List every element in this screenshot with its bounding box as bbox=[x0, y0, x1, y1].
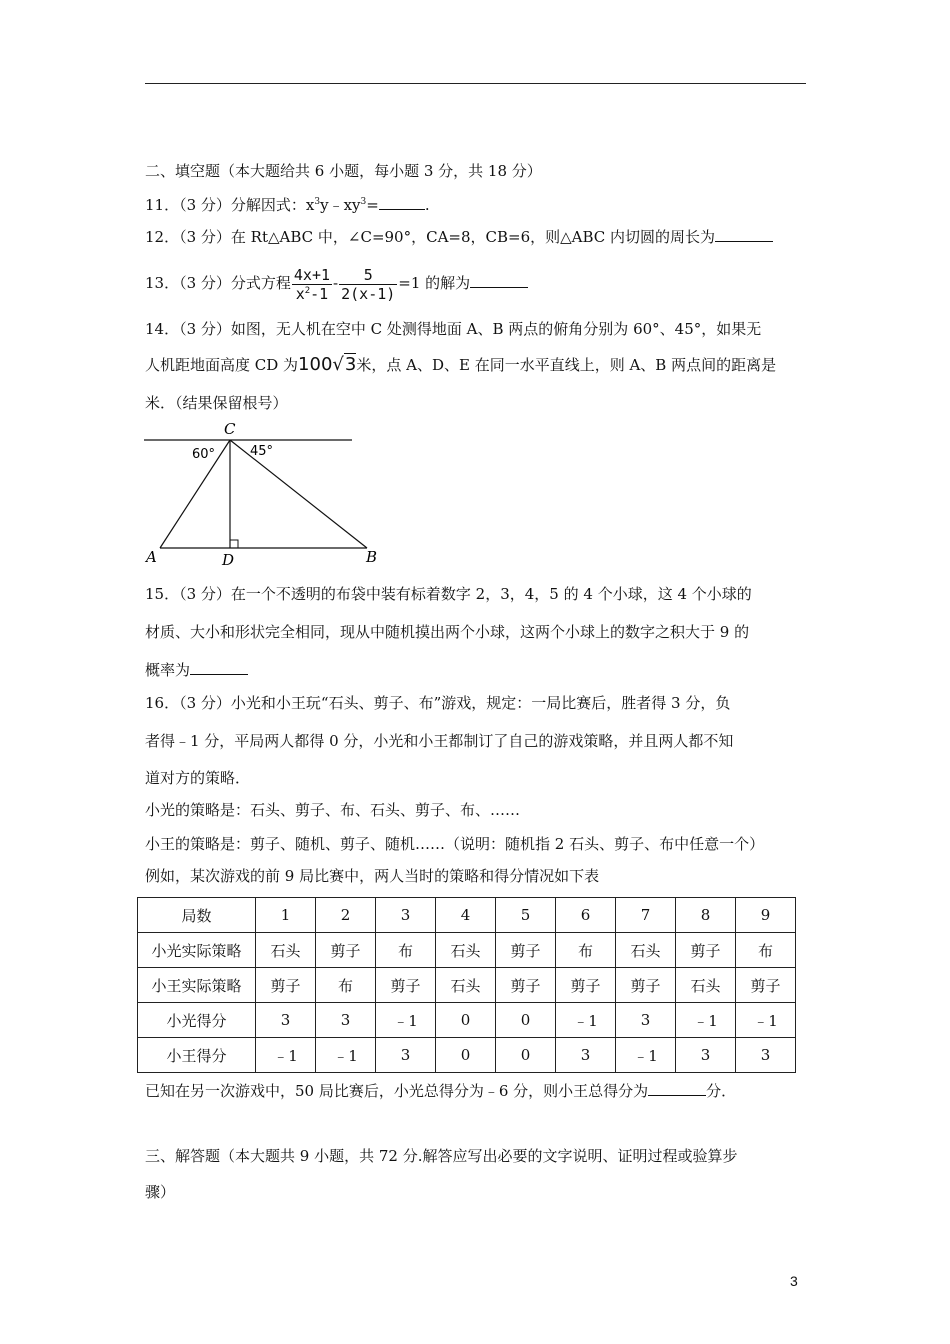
angle-60: 60° bbox=[192, 447, 216, 462]
game-score-table bbox=[137, 897, 796, 1073]
drone-triangle-figure bbox=[140, 418, 390, 570]
question-15-line3: 概率为 bbox=[145, 660, 248, 680]
question-14-line1: 14．（3 分）如图，无人机在空中 C 处测得地面 A、B 两点的俯角分别为 60°、45°，如果无 bbox=[145, 320, 762, 338]
table-row: 小光得分 3 3 ﹣1 0 0 ﹣1 3 ﹣1 ﹣1 bbox=[138, 1003, 796, 1038]
question-16-line3: 道对方的策略． bbox=[145, 769, 251, 787]
section3-heading-line2: 骤） bbox=[145, 1183, 176, 1201]
fraction-1: $\frac{4x+1}{x^2-1}$ bbox=[293, 265, 331, 303]
label-C: C bbox=[224, 420, 236, 438]
header-rule bbox=[145, 83, 806, 84]
question-16-line1: 16．（3 分）小光和小王玩“石头、剪子、布”游戏，规定：一局比赛后，胜者得 3 分，负 bbox=[145, 694, 731, 712]
answer-blank bbox=[648, 1081, 706, 1096]
table-row: 小王得分 ﹣1 ﹣1 3 0 0 3 ﹣1 3 3 bbox=[138, 1038, 796, 1073]
sqrt-expression: 100√3 bbox=[298, 354, 357, 375]
fraction-2: $\frac{5}{2(x-1)}$ bbox=[341, 265, 396, 303]
label-A: A bbox=[146, 548, 157, 566]
question-13: 13．（3 分）分式方程 $\frac{4x+1}{x^2-1}$ - $\frac{5}{2(x-1)}$ =1 的解为 bbox=[145, 262, 528, 304]
question-11: 11．（3 分）分解因式：$x^3y﹣xy^3=$ . bbox=[145, 196, 430, 214]
table-row: 小王实际策略 剪子 布 剪子 石头 剪子 剪子 剪子 石头 剪子 bbox=[138, 968, 796, 1003]
answer-blank bbox=[470, 273, 528, 288]
section2-heading: 二、填空题（本大题给共 6 小题，每小题 3 分，共 18 分） bbox=[145, 162, 542, 180]
question-12: 12．（3 分）在 Rt△ABC 中，∠C=90°，CA=8，CB=6，则△ABC 内切圆的周长为 bbox=[145, 227, 773, 247]
question-16-after: 已知在另一次游戏中，50 局比赛后，小光总得分为﹣6 分，则小王总得分为 分． bbox=[145, 1082, 737, 1100]
question-14-line2: 人机距地面高度 CD 为100√3米，点 A、D、E 在同一水平直线上，则 A、B 两点间的距离是 bbox=[145, 354, 777, 375]
label-D: D bbox=[222, 551, 235, 569]
question-16-line2: 者得﹣1 分，平局两人都得 0 分，小光和小王都制订了自己的游戏策略，并且两人都不知 bbox=[145, 732, 734, 750]
page-number: 3 bbox=[790, 1273, 798, 1289]
right-angle-mark bbox=[230, 540, 238, 548]
answer-blank bbox=[379, 195, 425, 210]
question-15-line1: 15．（3 分）在一个不透明的布袋中装有标着数字 2，3，4，5 的 4 个小球，这 4 个小球的 bbox=[145, 585, 752, 603]
angle-45: 45° bbox=[250, 444, 274, 459]
question-16-line5: 小王的策略是：剪子、随机、剪子、随机……（说明：随机指 2 石头、剪子、布中任意一个） bbox=[145, 835, 765, 853]
question-14-line3: 米．（结果保留根号） bbox=[145, 394, 288, 412]
table-row: 小光实际策略 石头 剪子 布 石头 剪子 布 石头 剪子 布 bbox=[138, 933, 796, 968]
question-16-line4: 小光的策略是：石头、剪子、布、石头、剪子、布、…… bbox=[145, 801, 521, 819]
table-row: 局数 1 2 3 4 5 6 7 8 9 bbox=[138, 898, 796, 933]
answer-blank bbox=[715, 227, 773, 242]
answer-blank bbox=[190, 660, 248, 675]
label-B: B bbox=[366, 548, 378, 566]
question-15-line2: 材质、大小和形状完全相同，现从中随机摸出两个小球，这两个小球上的数字之积大于 9 的 bbox=[145, 623, 750, 641]
section3-heading-line1: 三、解答题（本大题共 9 小题，共 72 分.解答应写出必要的文字说明、证明过程或验算步 bbox=[145, 1147, 738, 1165]
question-16-line6: 例如，某次游戏的前 9 局比赛中，两人当时的策略和得分情况如下表 bbox=[145, 867, 600, 885]
